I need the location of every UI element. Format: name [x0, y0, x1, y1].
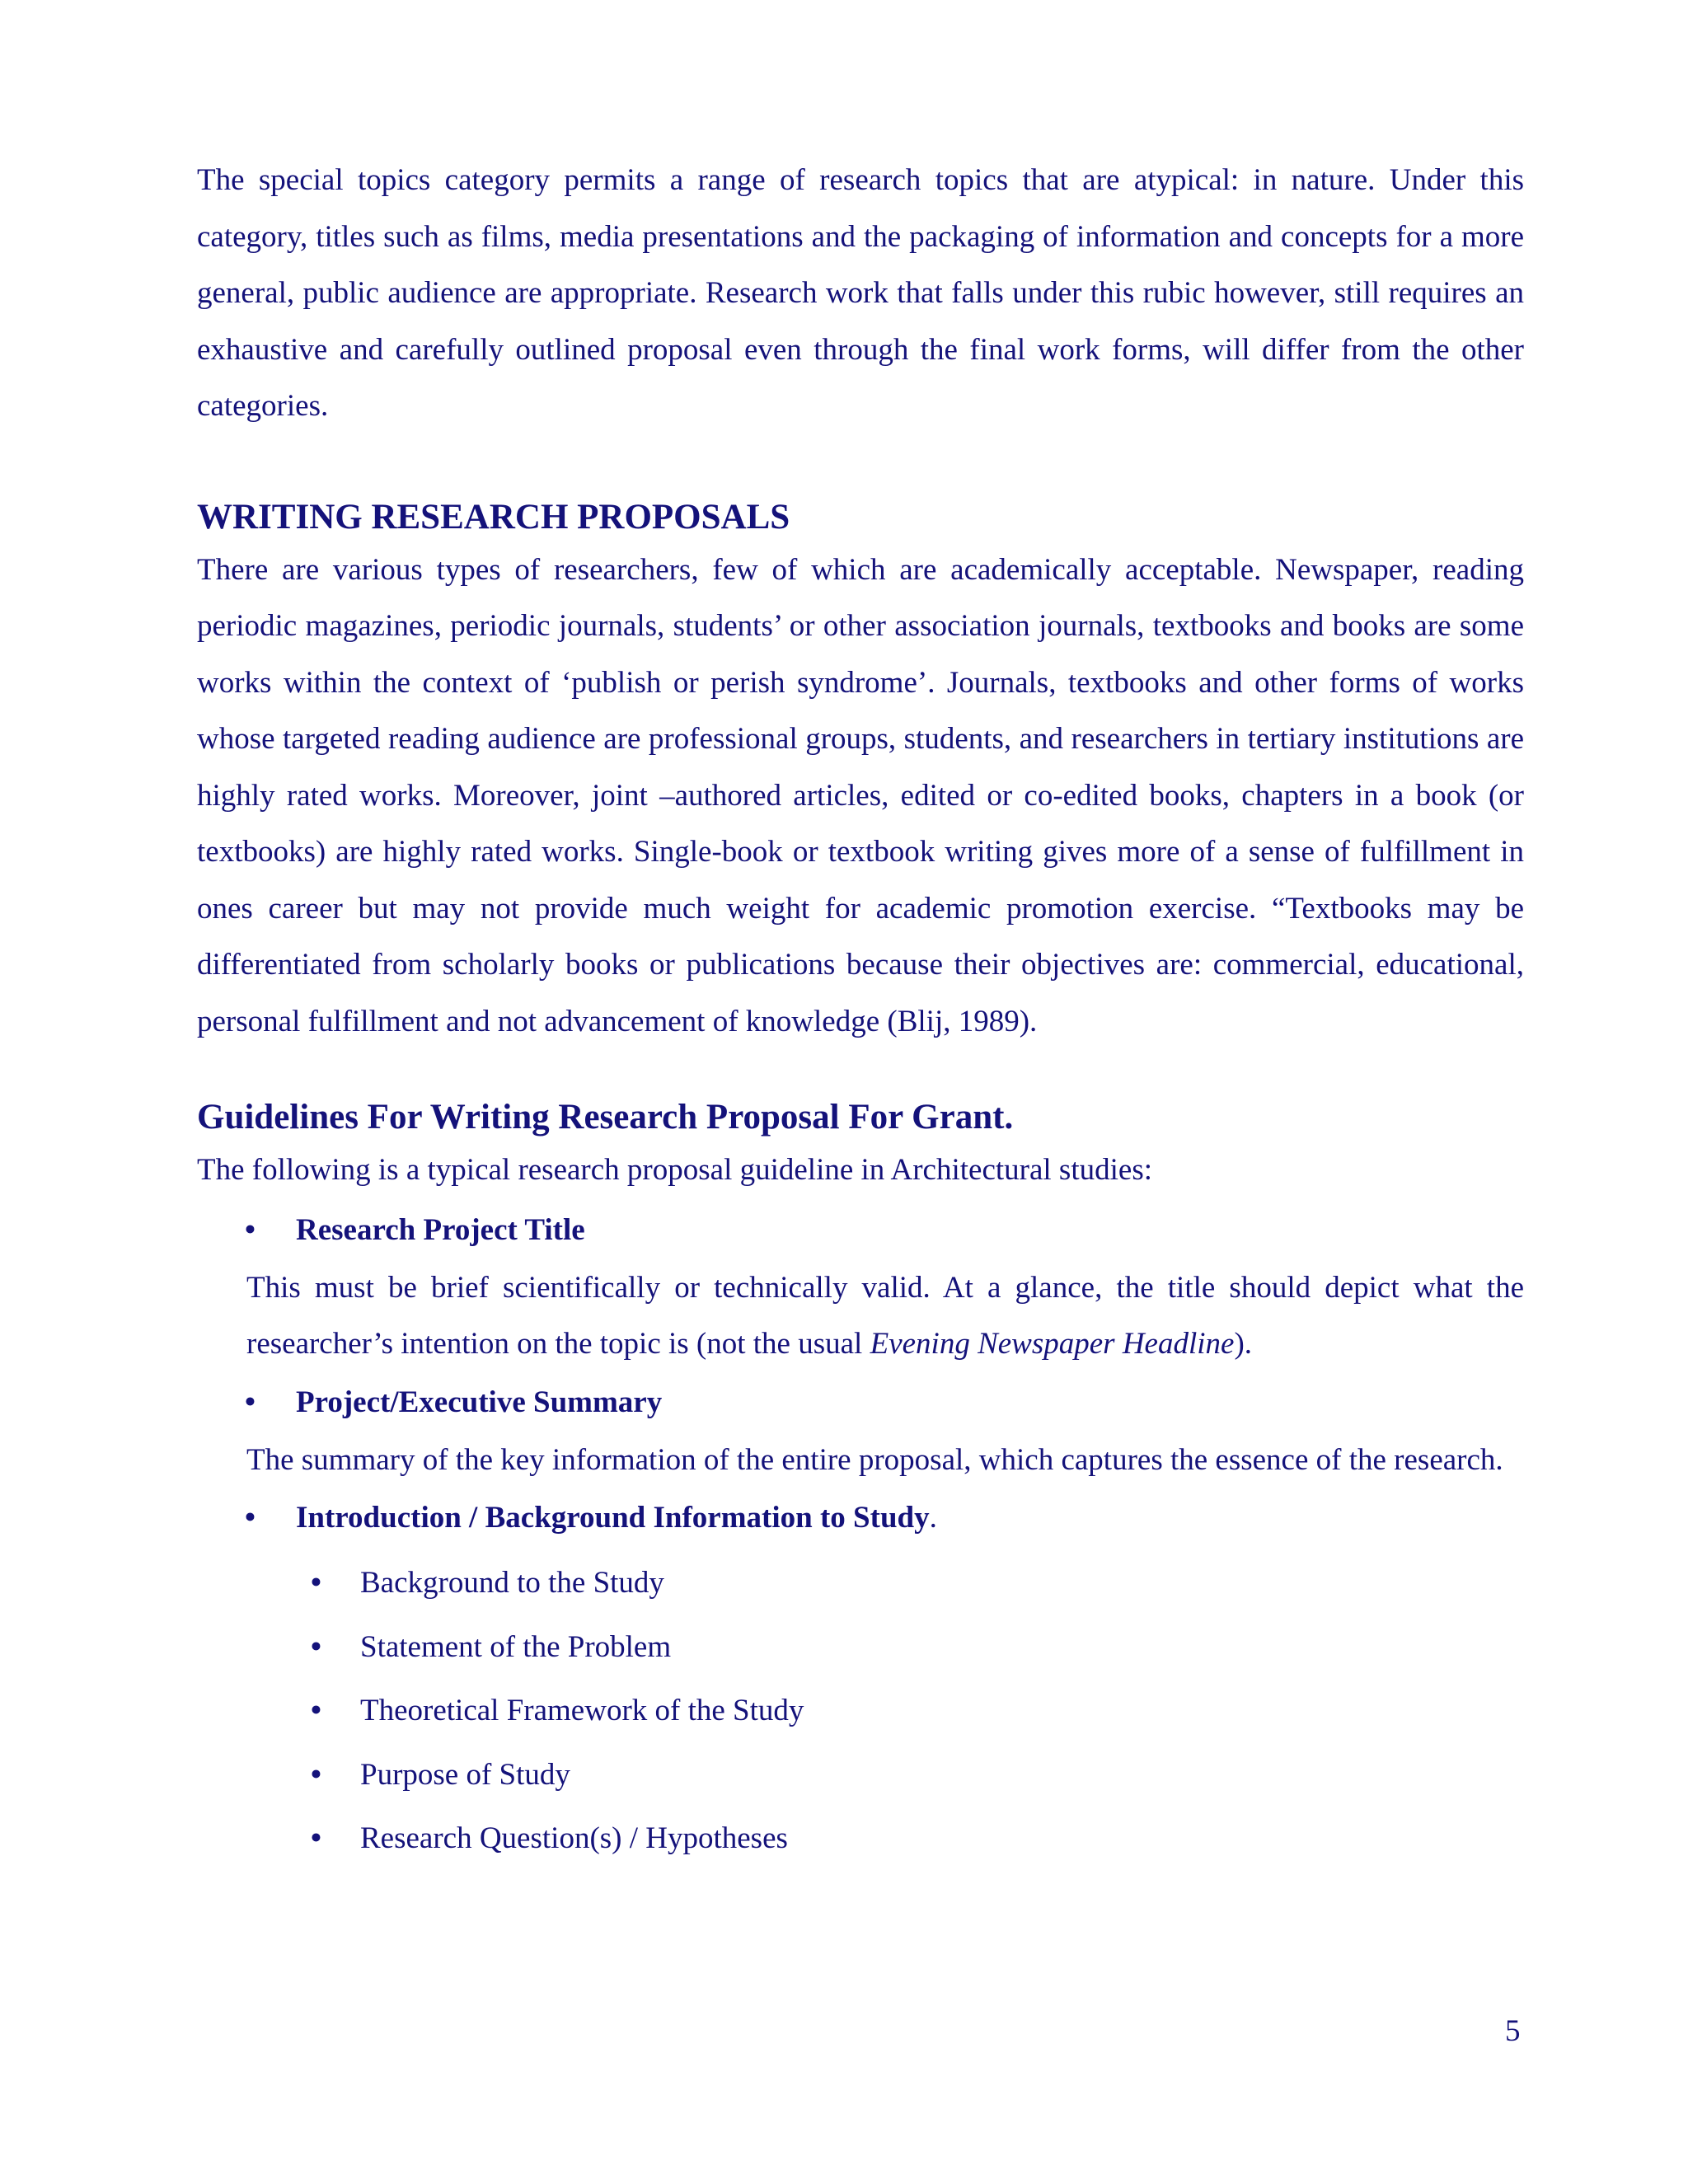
- section-paragraph: There are various types of researchers, few of which are academically acceptable. Newspaper, reading periodic magazines, periodic journals, students’ or other association journals, textbooks and books are some works within the context of ‘publish or perish syndrome’. Journals, textbooks and other forms of works whose targeted reading audience are professional groups, students, and researchers in tertiary institutions are highly rated works. Moreover, joint –authored articles, edited or co-edited books, chapters in a book (or textbooks) are highly rated works. Single-book or textbook writing gives more of a sense of fulfillment in ones career but may not provide much weight for academic promotion exercise. “Textbooks may be differentiated from scholarly books or publications because their objectives are: commercial, educational, personal fulfillment and not advancement of knowledge (Blij, 1989).: [197, 552, 1524, 1038]
- list-item-title: Project/Executive Summary: [296, 1385, 663, 1419]
- sub-list-item: [197, 1615, 1524, 1680]
- document-page: [197, 152, 1524, 1871]
- bullet-icon: •: [245, 1385, 256, 1419]
- sub-list: [197, 1551, 1524, 1871]
- guidelines-list: [197, 1373, 1524, 1432]
- guidelines-heading: Guidelines For Writing Research Proposal For Grant.: [197, 1098, 1014, 1137]
- list-item-research-project-title: [197, 1201, 1524, 1260]
- spacer: [197, 1050, 1524, 1093]
- guidelines-list: [197, 1488, 1524, 1548]
- spacer: [197, 435, 1524, 493]
- sub-list-item-label: Background to the Study: [360, 1566, 664, 1600]
- bullet-icon: •: [245, 1501, 256, 1535]
- sub-list-item: [197, 1743, 1524, 1807]
- list-item-title-suffix: .: [929, 1501, 937, 1535]
- item-description-text-end: ).: [1234, 1327, 1253, 1361]
- bullet-icon: •: [311, 1757, 321, 1792]
- list-item-title: Research Project Title: [296, 1212, 585, 1247]
- list-item-title: Introduction / Background Information to Study: [296, 1501, 930, 1535]
- sub-list-item-label: Theoretical Framework of the Study: [360, 1694, 804, 1727]
- sub-list-item-label: Purpose of Study: [360, 1757, 570, 1792]
- item-description: [197, 1260, 1524, 1373]
- list-item-executive-summary: [197, 1373, 1524, 1432]
- bullet-icon: •: [311, 1694, 321, 1727]
- section-heading: WRITING RESEARCH PROPOSALS: [197, 497, 790, 537]
- bullet-icon: •: [311, 1629, 321, 1664]
- sub-list-item-label: Statement of the Problem: [360, 1629, 672, 1664]
- bullet-icon: •: [311, 1566, 321, 1600]
- sub-list-item: [197, 1807, 1524, 1871]
- page-number: 5: [1505, 2014, 1521, 2048]
- guidelines-list: [197, 1201, 1524, 1260]
- sub-list-item: [197, 1679, 1524, 1743]
- sub-list-item-label: Research Question(s) / Hypotheses: [360, 1821, 788, 1855]
- list-item-introduction: [197, 1488, 1524, 1548]
- bullet-icon: •: [311, 1821, 321, 1855]
- item-description-italic: Evening Newspaper Headline: [870, 1327, 1235, 1361]
- item-description: The summary of the key information of the entire proposal, which captures the essence of the research.: [246, 1442, 1503, 1477]
- sub-list-item: [197, 1551, 1524, 1615]
- guidelines-intro: The following is a typical research proposal guideline in Architectural studies:: [197, 1153, 1152, 1187]
- bullet-icon: •: [245, 1212, 256, 1247]
- item-description-text: This must be brief scientifically or technically valid. At a glance, the title should depict what the researcher’s intention on the topic is (not the usual: [246, 1270, 1524, 1361]
- intro-paragraph: The special topics category permits a range of research topics that are atypical: in nature. Under this category, titles such as films, media presentations and the packaging of information and concepts for a more general, public audience are appropriate. Research work that falls under this rubic however, still requires an exhaustive and carefully outlined proposal even through the final work forms, will differ from the other categories.: [197, 163, 1524, 423]
